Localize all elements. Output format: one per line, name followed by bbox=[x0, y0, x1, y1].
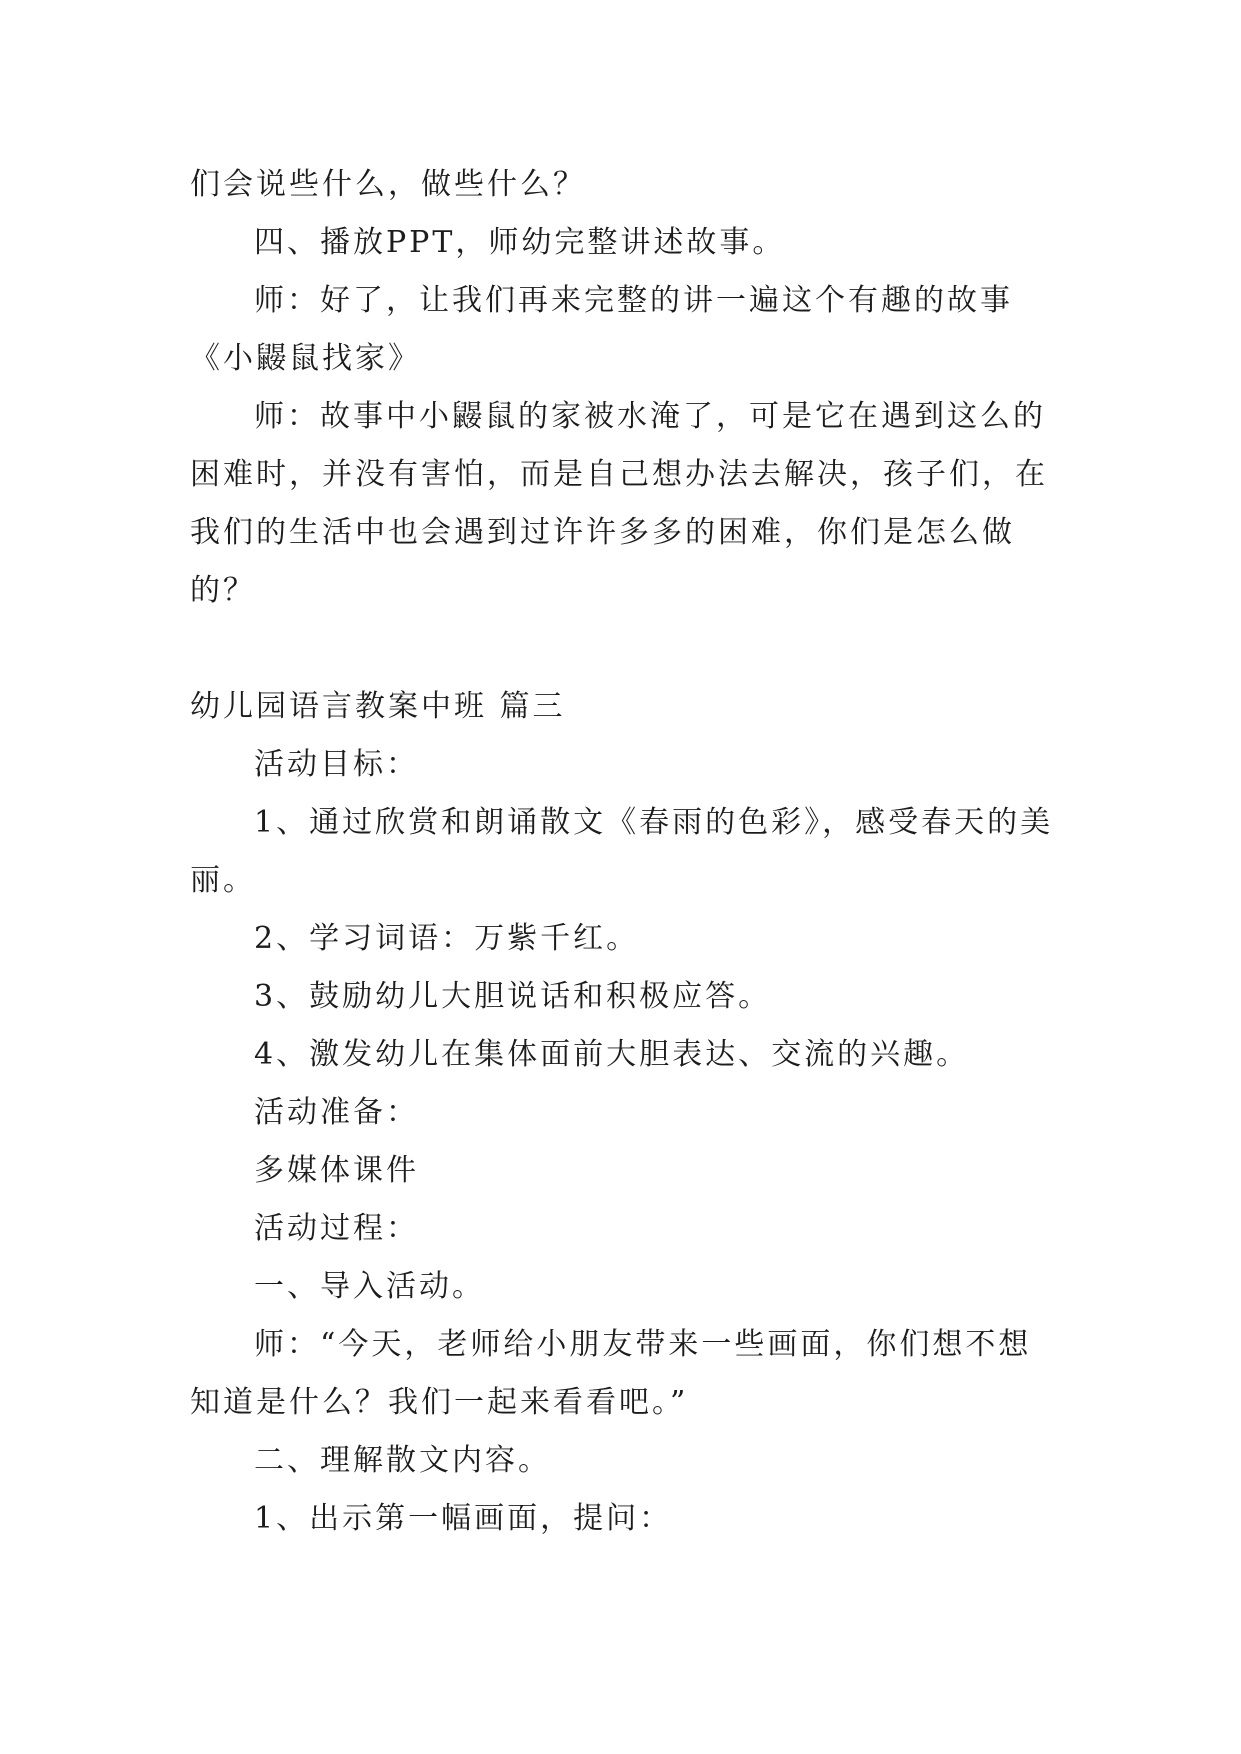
text-line: 2、学习词语：万紫千红。 bbox=[254, 921, 640, 956]
text-line: 的？ bbox=[190, 573, 256, 608]
text-line: 师：好了，让我们再来完整的讲一遍这个有趣的故事 bbox=[254, 283, 1013, 318]
text-line: 4、激发幼儿在集体面前大胆表达、交流的兴趣。 bbox=[254, 1037, 970, 1072]
text-line: 丽。 bbox=[190, 863, 256, 898]
text-line: 多媒体课件 bbox=[254, 1153, 419, 1188]
text-line: 一、导入活动。 bbox=[254, 1269, 485, 1304]
document-body bbox=[190, 156, 1054, 1548]
text-line: 活动过程： bbox=[254, 1211, 419, 1246]
text-line: 活动目标： bbox=[254, 747, 419, 782]
text-line: 知道是什么？我们一起来看看吧。” bbox=[190, 1385, 689, 1420]
paragraph-spacer bbox=[190, 620, 1050, 678]
text-line: 师：“今天，老师给小朋友带来一些画面，你们想不想 bbox=[254, 1327, 1032, 1362]
section-heading: 幼儿园语言教案中班 篇三 bbox=[190, 689, 566, 724]
text-line: 1、出示第一幅画面，提问： bbox=[254, 1501, 673, 1536]
text-line: 1、通过欣赏和朗诵散文《春雨的色彩》，感受春天的美 bbox=[254, 805, 1054, 840]
text-line: 困难时，并没有害怕，而是自己想办法去解决，孩子们，在 bbox=[190, 457, 1048, 492]
text-line: 活动准备： bbox=[254, 1095, 419, 1130]
text-line: 四、播放PPT，师幼完整讲述故事。 bbox=[254, 225, 786, 260]
text-line: 《小鼹鼠找家》 bbox=[190, 341, 421, 376]
text-line: 二、理解散文内容。 bbox=[254, 1443, 551, 1478]
text-line: 师：故事中小鼹鼠的家被水淹了，可是它在遇到这么的 bbox=[254, 399, 1046, 434]
text-line: 3、鼓励幼儿大胆说话和积极应答。 bbox=[254, 979, 772, 1014]
text-line: 们会说些什么，做些什么？ bbox=[190, 167, 586, 202]
text-line: 我们的生活中也会遇到过许许多多的困难，你们是怎么做 bbox=[190, 515, 1015, 550]
